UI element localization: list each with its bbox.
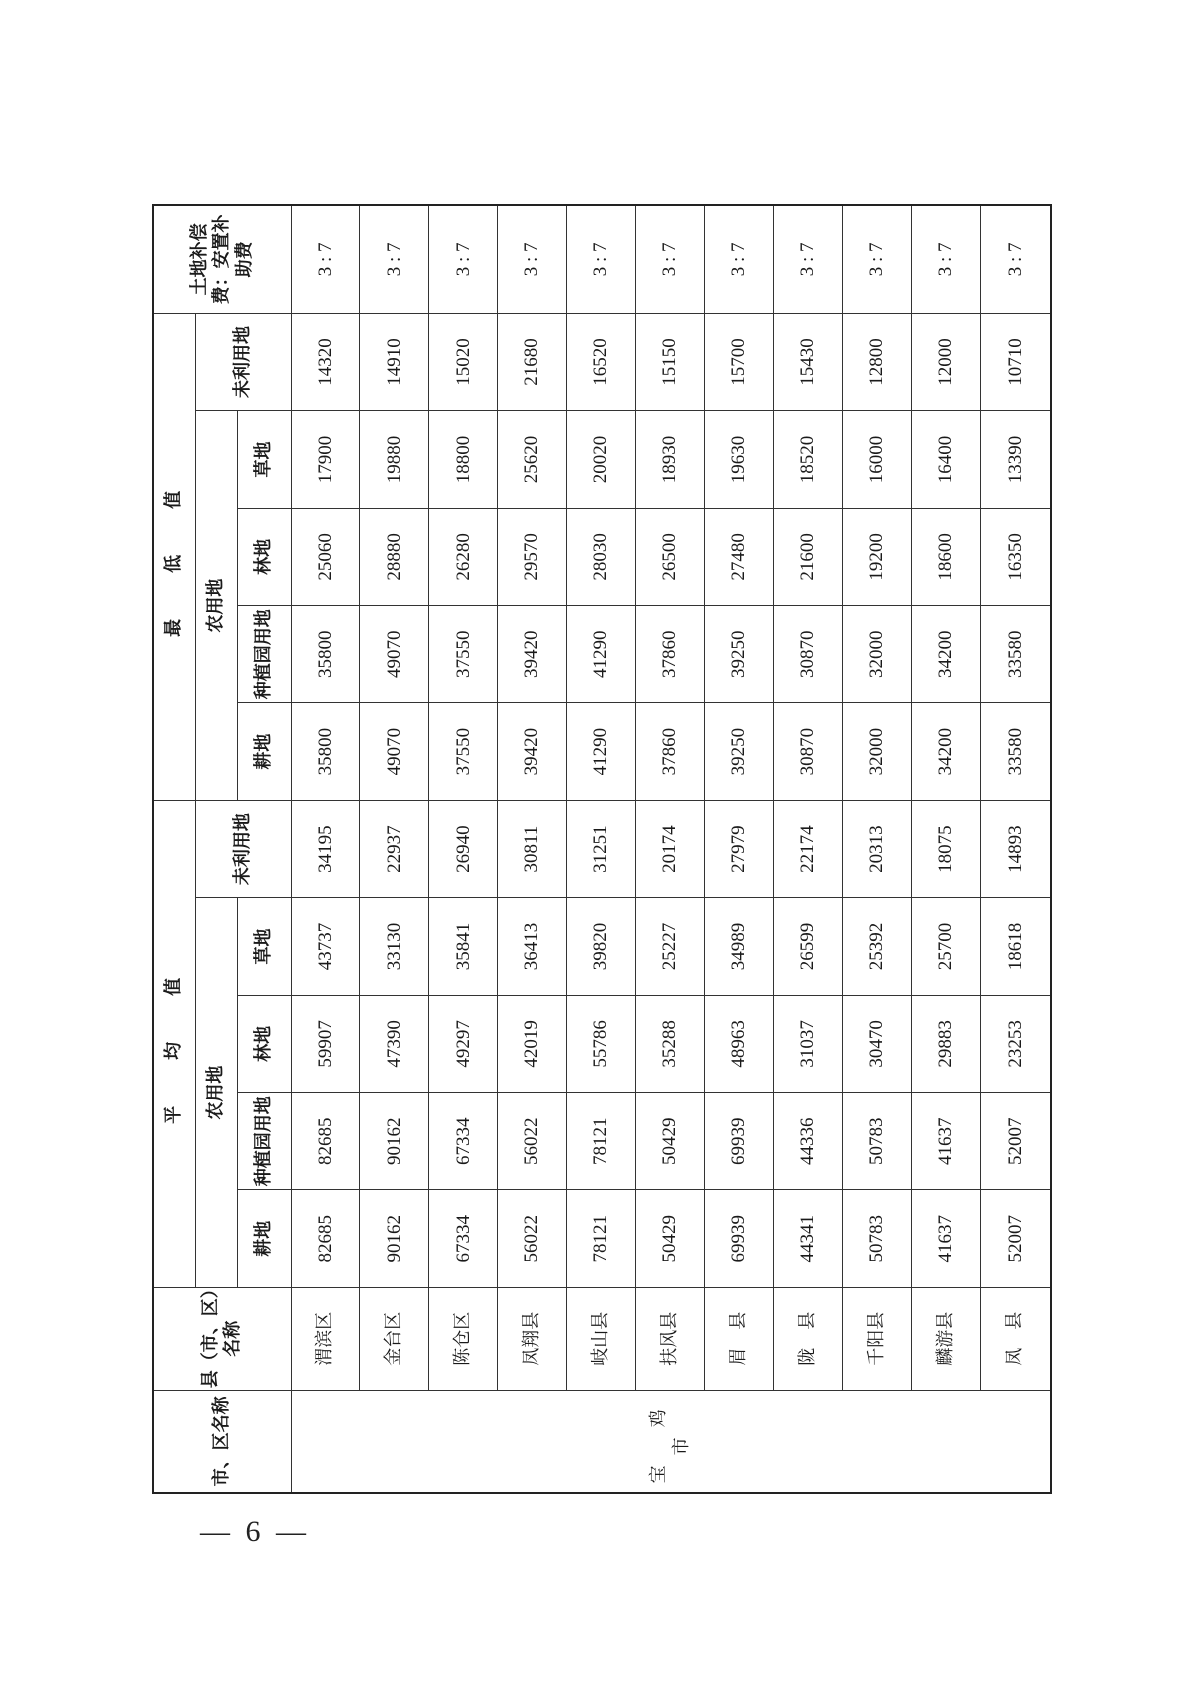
minimum-value-cell: 49070: [360, 606, 429, 703]
county-name-cell: 凤翔县: [498, 1287, 567, 1390]
header-county: 县（市、区）名称: [153, 1287, 291, 1390]
header-average: 平 均 值: [153, 800, 195, 1287]
minimum-value-cell: 49070: [360, 703, 429, 800]
header-avg-grassland: 草地: [237, 898, 291, 995]
ratio-cell: 3 : 7: [912, 205, 981, 313]
minimum-value-cell: 21600: [774, 508, 843, 605]
minimum-value-cell: 19200: [843, 508, 912, 605]
table-row: [774, 205, 843, 1493]
ratio-cell: 3 : 7: [360, 205, 429, 313]
average-value-cell: 48963: [705, 995, 774, 1092]
minimum-value-cell: 16400: [912, 411, 981, 508]
table-row: [843, 205, 912, 1493]
minimum-value-cell: 41290: [567, 703, 636, 800]
minimum-value-cell: 32000: [843, 606, 912, 703]
average-value-cell: 49297: [429, 995, 498, 1092]
minimum-value-cell: 37550: [429, 606, 498, 703]
minimum-value-cell: 15430: [774, 313, 843, 410]
minimum-value-cell: 16520: [567, 313, 636, 410]
minimum-value-cell: 35800: [291, 606, 360, 703]
table-row: [912, 205, 981, 1493]
average-value-cell: 78121: [567, 1190, 636, 1287]
average-value-cell: 90162: [360, 1093, 429, 1190]
minimum-value-cell: 33580: [981, 703, 1051, 800]
header-avg-forest: 林地: [237, 995, 291, 1092]
minimum-value-cell: 15700: [705, 313, 774, 410]
average-value-cell: 27979: [705, 800, 774, 897]
average-value-cell: 22937: [360, 800, 429, 897]
average-value-cell: 67334: [429, 1093, 498, 1190]
minimum-value-cell: 35800: [291, 703, 360, 800]
average-value-cell: 34195: [291, 800, 360, 897]
minimum-value-cell: 26280: [429, 508, 498, 605]
average-value-cell: 25700: [912, 898, 981, 995]
average-value-cell: 18618: [981, 898, 1051, 995]
minimum-value-cell: 34200: [912, 703, 981, 800]
average-value-cell: 41637: [912, 1093, 981, 1190]
average-value-cell: 50429: [636, 1093, 705, 1190]
average-value-cell: 20313: [843, 800, 912, 897]
average-value-cell: 26940: [429, 800, 498, 897]
minimum-value-cell: 18600: [912, 508, 981, 605]
minimum-value-cell: 16350: [981, 508, 1051, 605]
ratio-cell: 3 : 7: [774, 205, 843, 313]
average-value-cell: 67334: [429, 1190, 498, 1287]
average-value-cell: 35841: [429, 898, 498, 995]
average-value-cell: 59907: [291, 995, 360, 1092]
ratio-cell: 3 : 7: [498, 205, 567, 313]
average-value-cell: 29883: [912, 995, 981, 1092]
average-value-cell: 41637: [912, 1190, 981, 1287]
minimum-value-cell: 30870: [774, 606, 843, 703]
ratio-cell: 3 : 7: [705, 205, 774, 313]
minimum-value-cell: 26500: [636, 508, 705, 605]
header-min-arable: 耕地: [237, 703, 291, 800]
minimum-value-cell: 21680: [498, 313, 567, 410]
table-row: [360, 205, 429, 1493]
header-ratio: 土地补偿费：安置补助费: [153, 205, 291, 313]
minimum-value-cell: 33580: [981, 606, 1051, 703]
average-value-cell: 47390: [360, 995, 429, 1092]
header-min-forest: 林地: [237, 508, 291, 605]
minimum-value-cell: 41290: [567, 606, 636, 703]
average-value-cell: 25392: [843, 898, 912, 995]
minimum-value-cell: 10710: [981, 313, 1051, 410]
minimum-value-cell: 39420: [498, 606, 567, 703]
header-city-region: 市、区名称: [153, 1390, 291, 1493]
average-value-cell: 36413: [498, 898, 567, 995]
minimum-value-cell: 37860: [636, 606, 705, 703]
page-number: — 6 —: [200, 1515, 310, 1548]
county-name-cell: 陈仓区: [429, 1287, 498, 1390]
header-min-unused: 未利用地: [195, 313, 291, 410]
average-value-cell: 31251: [567, 800, 636, 897]
average-value-cell: 35288: [636, 995, 705, 1092]
average-value-cell: 44341: [774, 1190, 843, 1287]
county-name-cell: 金台区: [360, 1287, 429, 1390]
minimum-value-cell: 30870: [774, 703, 843, 800]
minimum-value-cell: 15020: [429, 313, 498, 410]
city-name-cell: 宝 鸡 市: [291, 1390, 1051, 1493]
ratio-cell: 3 : 7: [291, 205, 360, 313]
average-value-cell: 26599: [774, 898, 843, 995]
average-value-cell: 42019: [498, 995, 567, 1092]
table-row: [567, 205, 636, 1493]
average-value-cell: 23253: [981, 995, 1051, 1092]
minimum-value-cell: 27480: [705, 508, 774, 605]
county-name-cell: 岐山县: [567, 1287, 636, 1390]
average-value-cell: 82685: [291, 1190, 360, 1287]
header-avg-plantation: 种植园用地: [237, 1093, 291, 1190]
minimum-value-cell: 13390: [981, 411, 1051, 508]
average-value-cell: 33130: [360, 898, 429, 995]
table-row: [498, 205, 567, 1493]
minimum-value-cell: 14910: [360, 313, 429, 410]
minimum-value-cell: 19630: [705, 411, 774, 508]
land-compensation-table: [152, 204, 1052, 1494]
average-value-cell: 90162: [360, 1190, 429, 1287]
header-avg-arable: 耕地: [237, 1190, 291, 1287]
county-name-cell: 眉 县: [705, 1287, 774, 1390]
minimum-value-cell: 18520: [774, 411, 843, 508]
minimum-value-cell: 12800: [843, 313, 912, 410]
table-row: [705, 205, 774, 1493]
average-value-cell: 39820: [567, 898, 636, 995]
ratio-cell: 3 : 7: [981, 205, 1051, 313]
average-value-cell: 50783: [843, 1093, 912, 1190]
minimum-value-cell: 25060: [291, 508, 360, 605]
minimum-value-cell: 29570: [498, 508, 567, 605]
average-value-cell: 20174: [636, 800, 705, 897]
minimum-value-cell: 32000: [843, 703, 912, 800]
average-value-cell: 34989: [705, 898, 774, 995]
county-name-cell: 渭滨区: [291, 1287, 360, 1390]
ratio-cell: 3 : 7: [843, 205, 912, 313]
minimum-value-cell: 20020: [567, 411, 636, 508]
minimum-value-cell: 15150: [636, 313, 705, 410]
header-min-grassland: 草地: [237, 411, 291, 508]
header-min-agricultural: 农用地: [195, 411, 237, 801]
county-name-cell: 扶风县: [636, 1287, 705, 1390]
average-value-cell: 14893: [981, 800, 1051, 897]
average-value-cell: 50429: [636, 1190, 705, 1287]
minimum-value-cell: 25620: [498, 411, 567, 508]
table-body: [291, 205, 1051, 1493]
ratio-cell: 3 : 7: [567, 205, 636, 313]
minimum-value-cell: 16000: [843, 411, 912, 508]
average-value-cell: 50783: [843, 1190, 912, 1287]
ratio-cell: 3 : 7: [429, 205, 498, 313]
average-value-cell: 30470: [843, 995, 912, 1092]
compensation-table-rotated: [152, 204, 1052, 1494]
minimum-value-cell: 37550: [429, 703, 498, 800]
county-name-cell: 凤 县: [981, 1287, 1051, 1390]
ratio-cell: 3 : 7: [636, 205, 705, 313]
header-avg-agricultural: 农用地: [195, 898, 237, 1288]
header-min-plantation: 种植园用地: [237, 606, 291, 703]
average-value-cell: 18075: [912, 800, 981, 897]
header-avg-unused: 未利用地: [195, 800, 291, 897]
table-row: [981, 205, 1051, 1493]
average-value-cell: 25227: [636, 898, 705, 995]
minimum-value-cell: 37860: [636, 703, 705, 800]
minimum-value-cell: 14320: [291, 313, 360, 410]
average-value-cell: 43737: [291, 898, 360, 995]
minimum-value-cell: 12000: [912, 313, 981, 410]
average-value-cell: 30811: [498, 800, 567, 897]
average-value-cell: 31037: [774, 995, 843, 1092]
minimum-value-cell: 39420: [498, 703, 567, 800]
minimum-value-cell: 28880: [360, 508, 429, 605]
minimum-value-cell: 18930: [636, 411, 705, 508]
table-row: [429, 205, 498, 1493]
minimum-value-cell: 39250: [705, 606, 774, 703]
average-value-cell: 69939: [705, 1093, 774, 1190]
average-value-cell: 52007: [981, 1093, 1051, 1190]
average-value-cell: 22174: [774, 800, 843, 897]
county-name-cell: 千阳县: [843, 1287, 912, 1390]
minimum-value-cell: 18800: [429, 411, 498, 508]
average-value-cell: 44336: [774, 1093, 843, 1190]
county-name-cell: 陇 县: [774, 1287, 843, 1390]
average-value-cell: 56022: [498, 1093, 567, 1190]
minimum-value-cell: 39250: [705, 703, 774, 800]
table-row: [636, 205, 705, 1493]
table-row: [291, 205, 360, 1493]
minimum-value-cell: 28030: [567, 508, 636, 605]
county-name-cell: 麟游县: [912, 1287, 981, 1390]
average-value-cell: 56022: [498, 1190, 567, 1287]
average-value-cell: 82685: [291, 1093, 360, 1190]
average-value-cell: 78121: [567, 1093, 636, 1190]
average-value-cell: 52007: [981, 1190, 1051, 1287]
minimum-value-cell: 17900: [291, 411, 360, 508]
minimum-value-cell: 34200: [912, 606, 981, 703]
average-value-cell: 55786: [567, 995, 636, 1092]
header-minimum: 最 低 值: [153, 313, 195, 800]
minimum-value-cell: 19880: [360, 411, 429, 508]
average-value-cell: 69939: [705, 1190, 774, 1287]
